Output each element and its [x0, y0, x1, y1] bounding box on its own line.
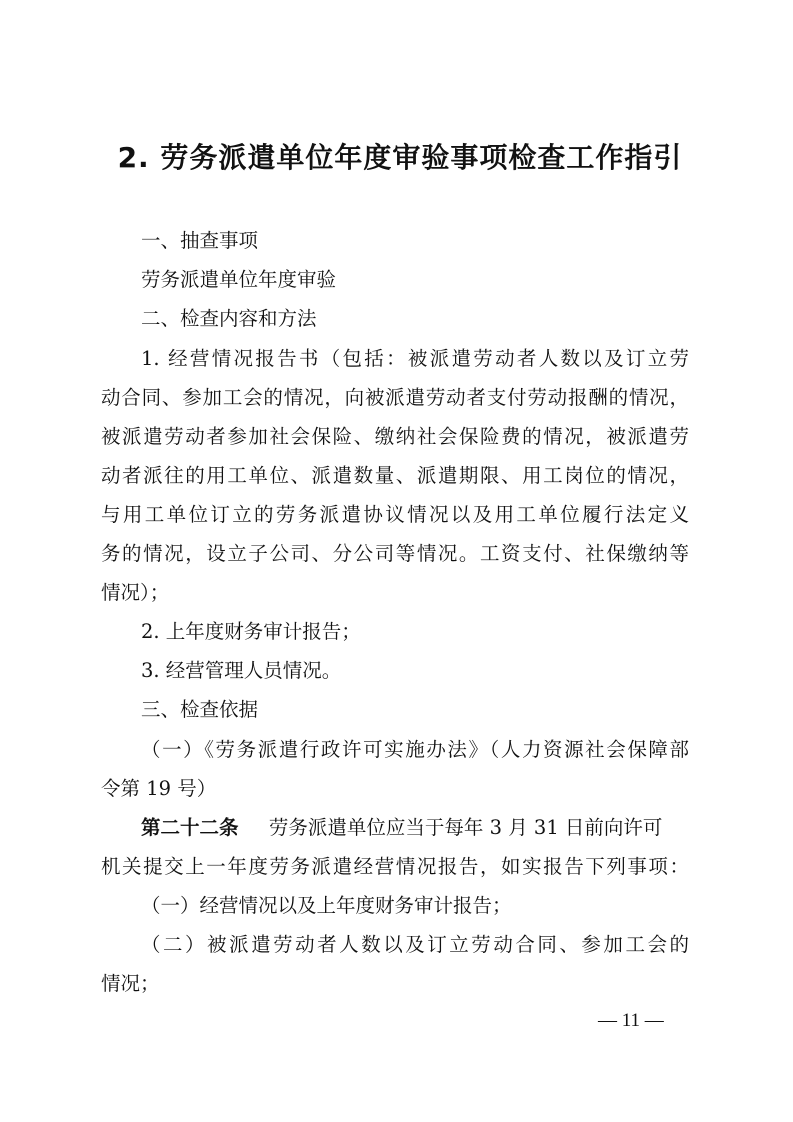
paragraph-3: 3. 经营管理人员情况。: [141, 659, 342, 682]
section-heading-3: 三、检查依据: [141, 698, 259, 721]
paragraph-1-line-7: 情况）；: [101, 581, 170, 604]
paragraph-1-line-1: 1. 经营情况报告书（包括：被派遣劳动者人数以及订立劳: [141, 347, 689, 370]
article-line-1: [141, 816, 689, 840]
sub-item-2-line-2: 情况；: [101, 972, 160, 995]
paragraph-1-line-3: 被派遣劳动者参加社会保险、缴纳社会保险费的情况，被派遣劳: [101, 425, 689, 448]
section-heading-1: 一、抽查事项: [141, 229, 259, 252]
paragraph-1-line-4: 动者派往的用工单位、派遣数量、派遣期限、用工岗位的情况，: [101, 464, 689, 487]
basis-1-line-2: 令第 19 号）: [101, 777, 217, 800]
paragraph-1-line-6: 务的情况，设立子公司、分公司等情况。工资支付、社保缴纳等: [101, 542, 689, 565]
paragraph-2: 2. 上年度财务审计报告；: [141, 620, 361, 643]
section-heading-2: 二、检查内容和方法: [141, 307, 317, 330]
article-text-1: 劳务派遣单位应当于每年 3 月 31 日前向许可: [268, 816, 663, 839]
page-number: — 11 —: [598, 1010, 664, 1031]
article-line-2: 机关提交上一年度劳务派遣经营情况报告，如实报告下列事项：: [101, 855, 689, 878]
inspection-item: 劳务派遣单位年度审验: [141, 268, 337, 291]
paragraph-1-line-2: 动合同、参加工会的情况，向被派遣劳动者支付劳动报酬的情况，: [101, 386, 689, 409]
sub-item-1: （一）经营情况以及上年度财务审计报告；: [141, 894, 512, 917]
article-number: 第二十二条: [141, 816, 239, 839]
paragraph-1-line-5: 与用工单位订立的劳务派遣协议情况以及用工单位履行法定义: [101, 503, 689, 526]
basis-1-line-1: （一）《劳务派遣行政许可实施办法》（人力资源社会保障部: [141, 738, 689, 761]
sub-item-2-line-1: （二）被派遣劳动者人数以及订立劳动合同、参加工会的: [141, 933, 689, 956]
document-title: 2. 劳务派遣单位年度审验事项检查工作指引: [117, 141, 683, 174]
